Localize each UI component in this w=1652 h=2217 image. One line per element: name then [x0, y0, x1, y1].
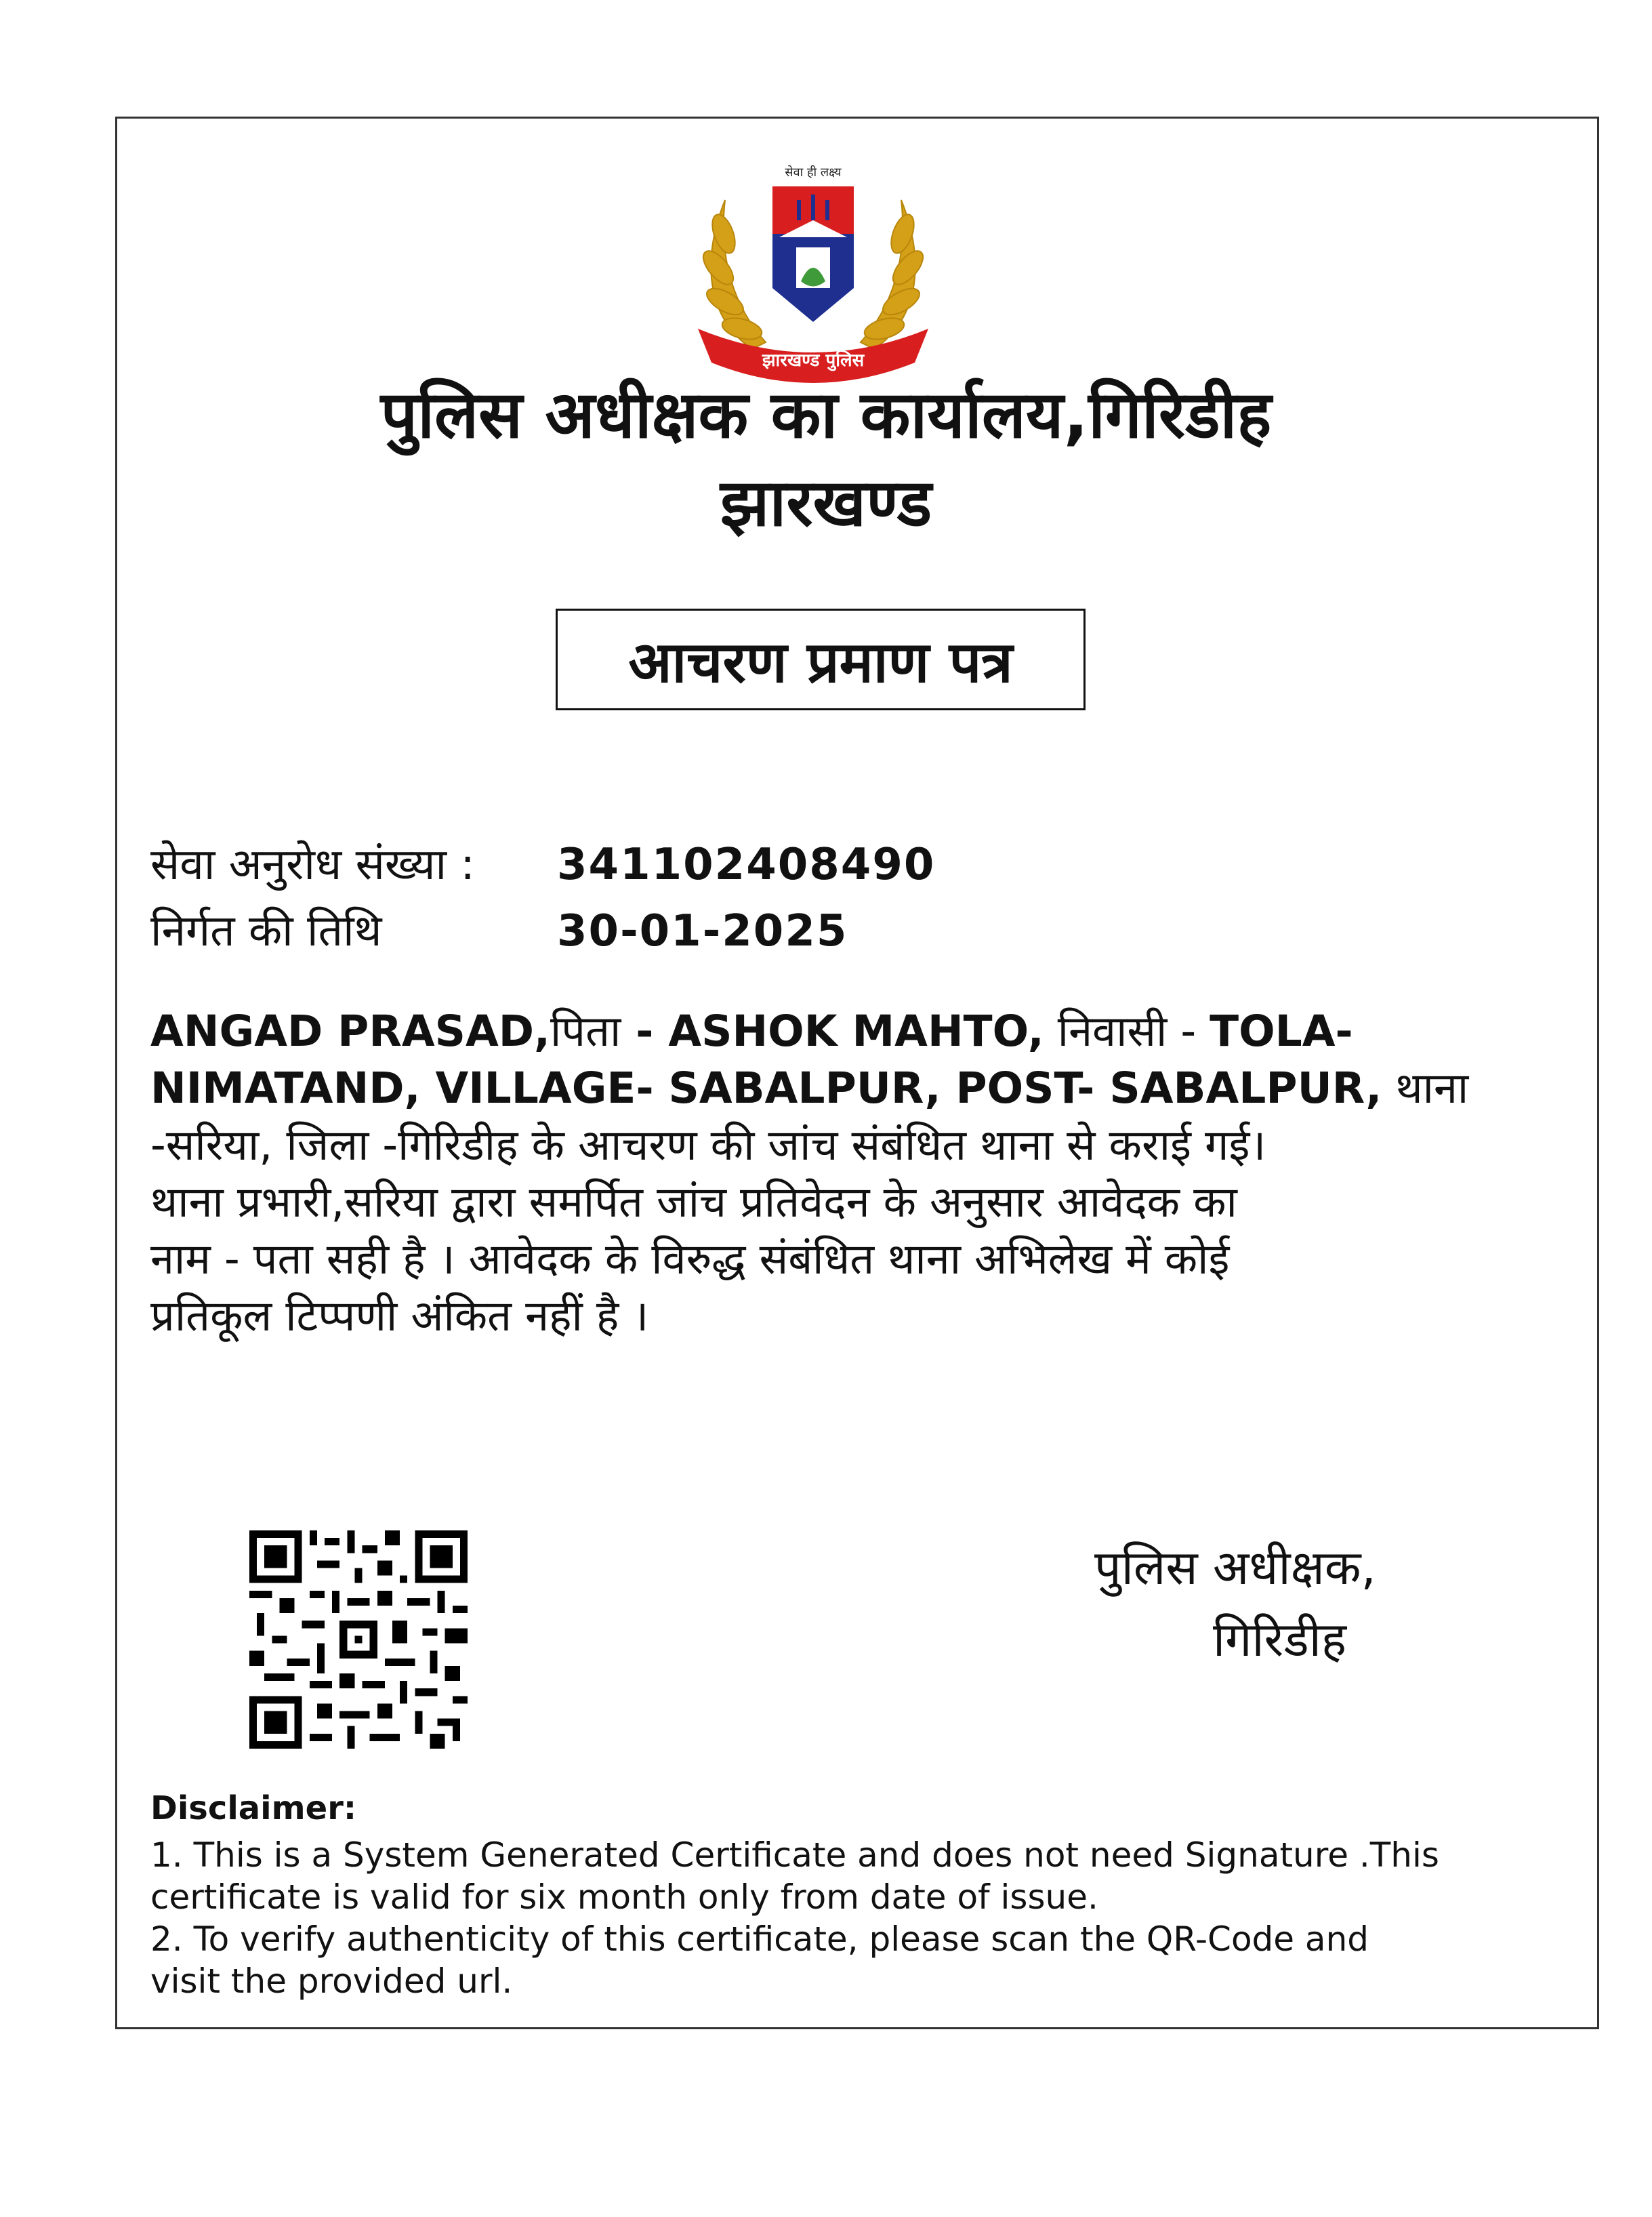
signatory-designation: पुलिस अधीक्षक,	[1094, 1540, 1376, 1595]
jharkhand-police-emblem	[671, 146, 955, 396]
disclaimer-line-1: 1. This is a System Generated Certificate and does not need Signature .This	[150, 1835, 1439, 1875]
body-line-5: नाम - पता सही है । आवेदक के विरुद्ध संबंधित थाना अभिलेख में कोई	[150, 1234, 1230, 1284]
disclaimer-line-4: visit the provided url.	[150, 1961, 513, 2001]
father-label: पिता	[550, 1006, 621, 1056]
shield-icon	[772, 186, 854, 322]
body-line-4: थाना प्रभारी,सरिया द्वारा समर्पित जांच प्रतिवेदन के अनुसार आवेदक का	[150, 1177, 1237, 1227]
resident-label: निवासी -	[1044, 1006, 1210, 1056]
body-line-2	[150, 1060, 1560, 1117]
issue-date-label: निर्गत की तिथि	[150, 906, 382, 956]
office-title: पुलिस अधीक्षक का कार्यालय,गिरिडीह	[380, 377, 1272, 453]
request-number-value: 341102408490	[557, 840, 936, 890]
emblem-banner: झारखण्ड पुलिस	[762, 350, 865, 371]
emblem-motto: सेवा ही लक्ष्य	[785, 165, 842, 180]
signatory-place: गिरिडीह	[1213, 1612, 1347, 1667]
disclaimer-line-2: certificate is valid for six month only from date of issue.	[150, 1877, 1098, 1917]
body-line-1	[150, 1003, 1560, 1060]
applicant-name: ANGAD PRASAD,	[150, 1006, 550, 1056]
qr-code-icon[interactable]	[249, 1530, 468, 1749]
address-part-1: TOLA-	[1210, 1006, 1353, 1056]
request-number-row	[150, 839, 1099, 893]
disclaimer-line-3: 2. To verify authenticity of this certificate, please scan the QR-Code and	[150, 1919, 1369, 1959]
body-line-6: प्रतिकूल टिप्पणी अंकित नहीं है ।	[150, 1291, 649, 1341]
office-state: झारखण्ड	[720, 465, 932, 541]
disclaimer-title: Disclaimer:	[150, 1789, 357, 1827]
certificate-title-text: आचरण प्रमाण पत्र	[628, 628, 1013, 695]
address-part-2: NIMATAND, VILLAGE- SABALPUR, POST- SABALPUR,	[150, 1063, 1382, 1113]
certificate-body	[150, 1003, 1560, 1345]
issue-date-value: 30-01-2025	[557, 906, 848, 956]
request-number-label: सेवा अनुरोध संख्या :	[150, 840, 475, 890]
body-line-3: -सरिया, जिला -गिरिडीह के आचरण की जांच संबंधित थाना से कराई गई।	[150, 1120, 1266, 1170]
father-name: - ASHOK MAHTO,	[621, 1006, 1044, 1056]
thana-label: थाना	[1382, 1063, 1469, 1113]
certificate-title	[556, 609, 1086, 710]
issue-date-row	[150, 906, 1099, 960]
